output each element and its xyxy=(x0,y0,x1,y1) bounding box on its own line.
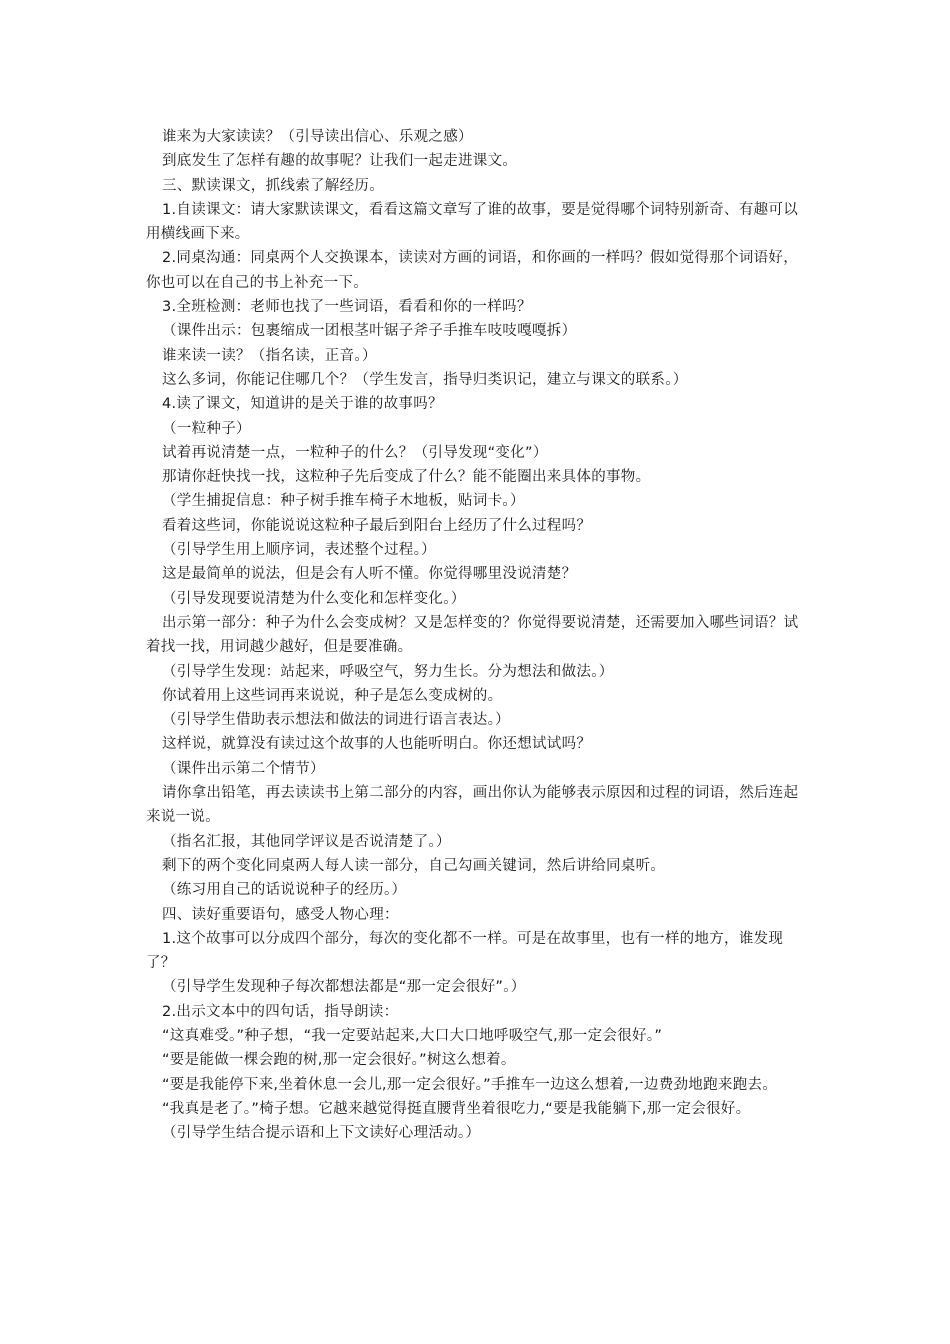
paragraph: 到底发生了怎样有趣的故事呢？让我们一起走进课文。 xyxy=(162,153,518,170)
paragraph: 2.出示文本中的四句话，指导朗读： xyxy=(162,1003,399,1020)
paragraph: （引导学生用上顺序词，表述整个过程。） xyxy=(162,542,436,559)
quote-sentence: “要是能做一棵会跑的树,那一定会很好。”树这么想着。 xyxy=(162,1052,516,1069)
paragraph: 这是最简单的说法，但是会有人听不懂。你觉得哪里没说清楚？ xyxy=(162,566,577,583)
paragraph: 这么多词，你能记住哪几个？（学生发言，指导归类识记，建立与课文的联系。） xyxy=(162,371,688,388)
paragraph: 谁来为大家读读？（引导读出信心、乐观之感） xyxy=(162,129,473,145)
paragraph: 你试着用上这些词再来说说，种子是怎么变成树的。 xyxy=(162,687,503,704)
paragraph: 1.这个故事可以分成四个部分，每次的变化都不一样。可是在故事里，也有一样的地方，谁发现了？ xyxy=(146,930,784,972)
paragraph: 试着再说清楚一点，一粒种子的什么？（引导发现“变化”） xyxy=(162,444,548,461)
paragraph: （引导学生发现：站起来，呼吸空气，努力生长。分为想法和做法。） xyxy=(162,663,614,680)
paragraph: 剩下的两个变化同桌两人每人读一部分，自己勾画关键词，然后讲给同桌听。 xyxy=(162,857,666,874)
paragraph: （一粒种子） xyxy=(162,420,251,437)
paragraph: （引导学生结合提示语和上下文读好心理活动。） xyxy=(162,1125,481,1142)
paragraph: 3.全班检测：老师也找了一些词语，看看和你的一样吗？ xyxy=(162,299,532,316)
paragraph: （指名汇报，其他同学评议是否说清楚了。） xyxy=(162,833,451,850)
paragraph: 谁来读一读？（指名读，正音。） xyxy=(162,347,377,364)
paragraph: （学生捕捉信息：种子树手推车椅子木地板，贴词卡。） xyxy=(162,493,525,510)
paragraph: （引导学生借助表示想法和做法的词进行语言表达。） xyxy=(162,712,510,729)
paragraph: （引导发现要说清楚为什么变化和怎样变化。） xyxy=(162,590,466,607)
paragraph: 这样说，就算没有读过这个故事的人也能听明白。你还想试试吗？ xyxy=(162,736,592,753)
paragraph: 出示第一部分：种子为什么会变成树？又是怎样变的？你觉得要说清楚，还需要加入哪些词语？试着找一找，用词越少越好，但是要准确。 xyxy=(146,614,799,656)
quote-sentence: “这真难受。”种子想，“我一定要站起来,大口大口地呼吸空气,那一定会很好。” xyxy=(162,1027,663,1044)
section-heading: 三、默读课文，抓线索了解经历。 xyxy=(162,177,384,194)
paragraph: 看着这些词，你能说说这粒种子最后到阳台上经历了什么过程吗？ xyxy=(162,517,592,534)
paragraph: 2.同桌沟通：同桌两个人交换课本，读读对方画的词语，和你画的一样吗？假如觉得那个词语好，你也可以在自己的书上补充一下。 xyxy=(146,250,799,291)
document-body xyxy=(146,125,808,1145)
paragraph: 1.自读课文：请大家默读课文，看看这篇文章写了谁的故事，要是觉得哪个词特别新奇、有趣可以用横线画下来。 xyxy=(146,201,799,243)
paragraph: （练习用自己的话说说种子的经历。） xyxy=(162,882,407,899)
paragraph: （引导学生发现种子每次都想法都是“那一定会很好”。） xyxy=(162,979,526,996)
paragraph: （课件出示第二个情节） xyxy=(162,760,325,777)
paragraph: 那请你赶快找一找，这粒种子先后变成了什么？能不能圈出来具体的事物。 xyxy=(162,469,651,486)
quote-sentence: “我真是老了。”椅子想。它越来越觉得挺直腰背坐着很吃力,“要是我能躺下,那一定会很好。 xyxy=(162,1100,751,1117)
paragraph: 请你拿出铅笔，再去读读书上第二部分的内容，画出你认为能够表示原因和过程的词语，然后连起来说一说。 xyxy=(146,785,799,826)
quote-sentence: “要是我能停下来,坐着休息一会儿,那一定会很好。”手推车一边这么想着,一边费劲地跑来跑去。 xyxy=(162,1076,778,1093)
paragraph: （课件出示：包裹缩成一团根茎叶锯子斧子手推车吱吱嘎嘎拆） xyxy=(162,323,577,340)
paragraph: 4.读了课文，知道讲的是关于谁的故事吗？ xyxy=(162,396,443,413)
section-heading: 四、读好重要语句，感受人物心理： xyxy=(162,906,399,923)
